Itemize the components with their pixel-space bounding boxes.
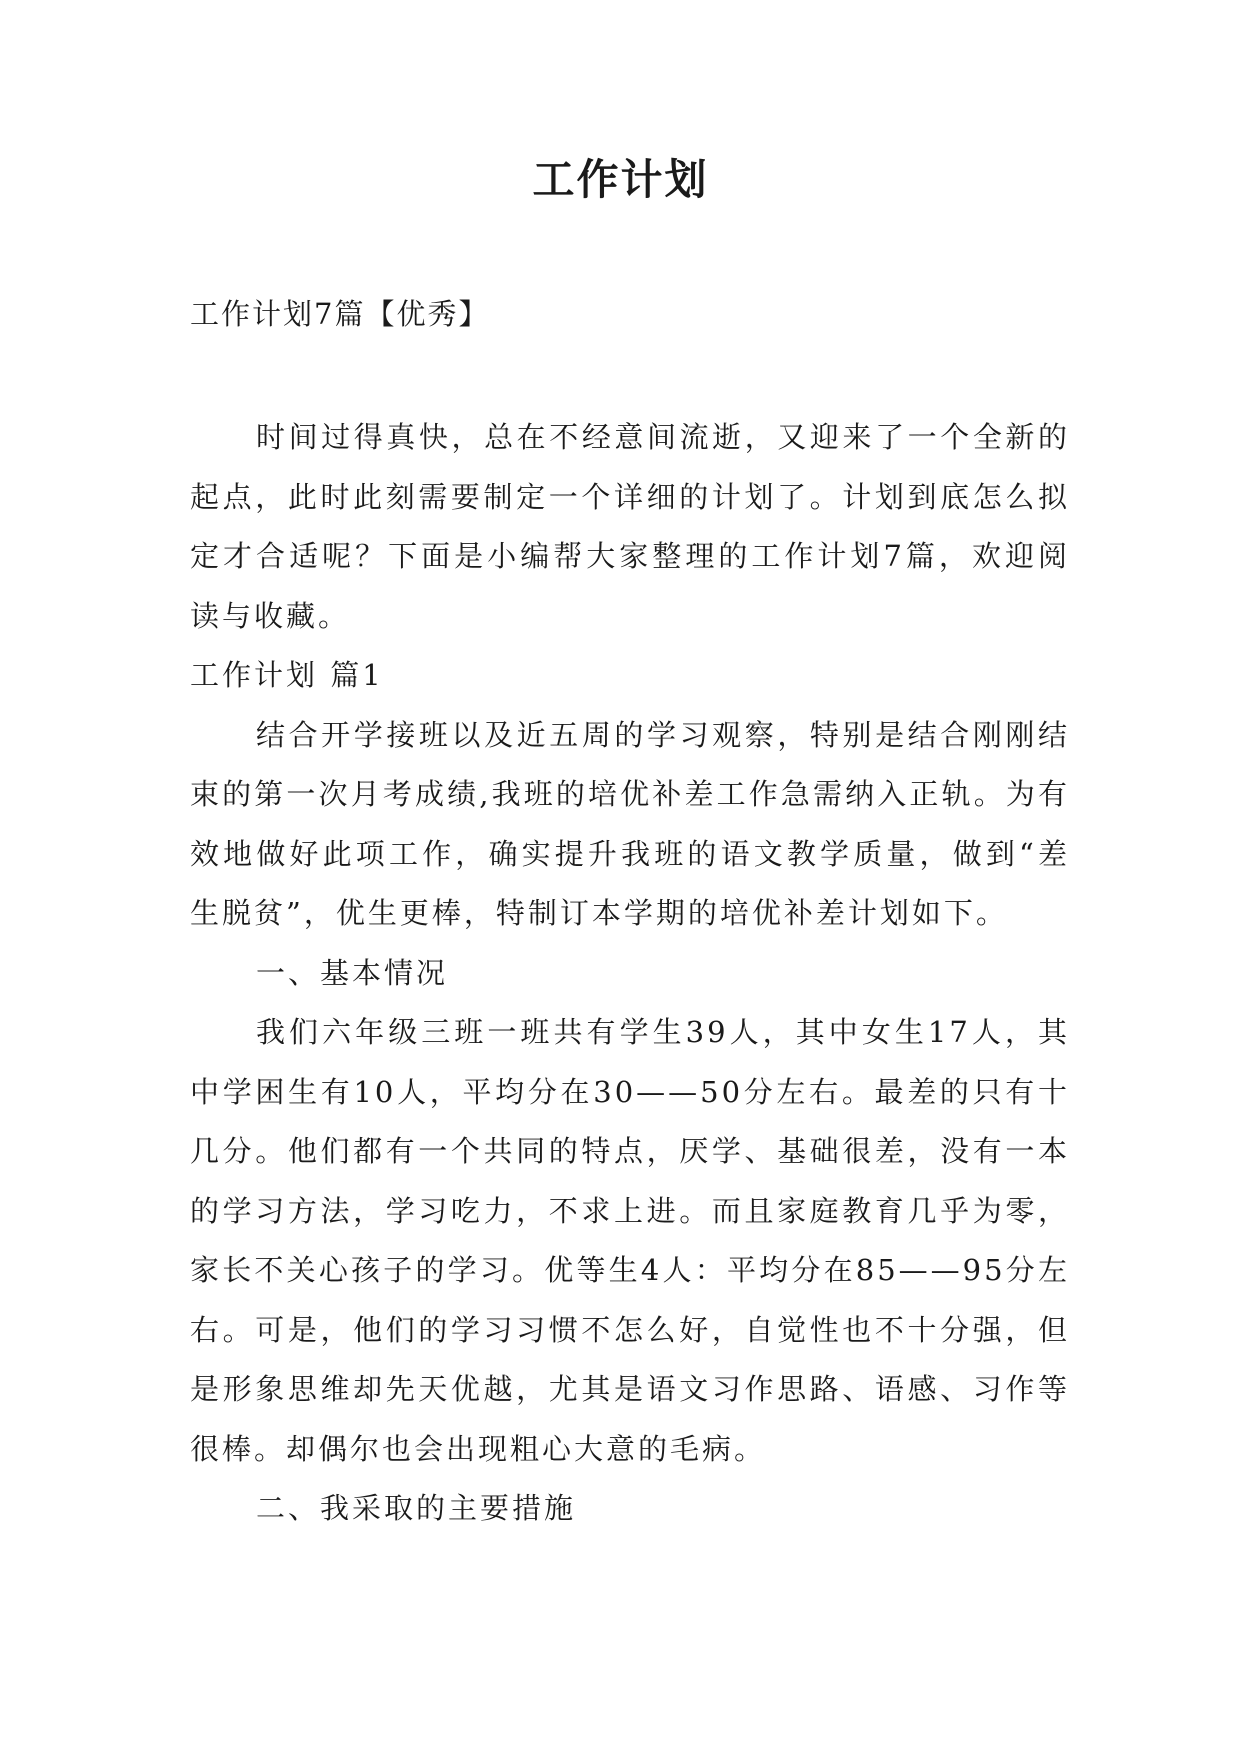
body-paragraph: 结合开学接班以及近五周的学习观察，特别是结合刚刚结束的第一次月考成绩,我班的培优补差工作急需纳入正轨。为有效地做好此项工作，确实提升我班的语文教学质量，做到“差生脱贫”，优生更棒，特制订本学期的培优补差计划如下。 [190,717,1070,930]
section-heading: 工作计划 篇1 [190,658,384,692]
document-subtitle: 工作计划7篇【优秀】 [190,297,490,331]
heading-basic-situation: 一、基本情况 [256,955,449,990]
document-body [190,408,1070,1539]
intro-paragraph: 时间过得真快，总在不经意间流逝，又迎来了一个全新的起点，此时此刻需要制定一个详细的计划了。计划到底怎么拟定才合适呢？下面是小编帮大家整理的工作计划7篇，欢迎阅读与收藏。 [190,420,1070,633]
heading-main-measures: 二、我采取的主要措施 [256,1491,577,1525]
document-title: 工作计划 [532,155,709,204]
body-paragraph: 我们六年级三班一班共有学生39人，其中女生17人，其中学困生有10人，平均分在30——50分左右。最差的只有十几分。他们都有一个共同的特点，厌学、基础很差，没有一本的学习方法，学习吃力，不求上进。而且家庭教育几乎为零，家长不关心孩子的学习。优等生4人：平均分在85——95分左右。可是，他们的学习习惯不怎么好，自觉性也不十分强，但是形象思维却先天优越，尤其是语文习作思路、语感、习作等很棒。却偶尔也会出现粗心大意的毛病。 [190,1015,1070,1466]
